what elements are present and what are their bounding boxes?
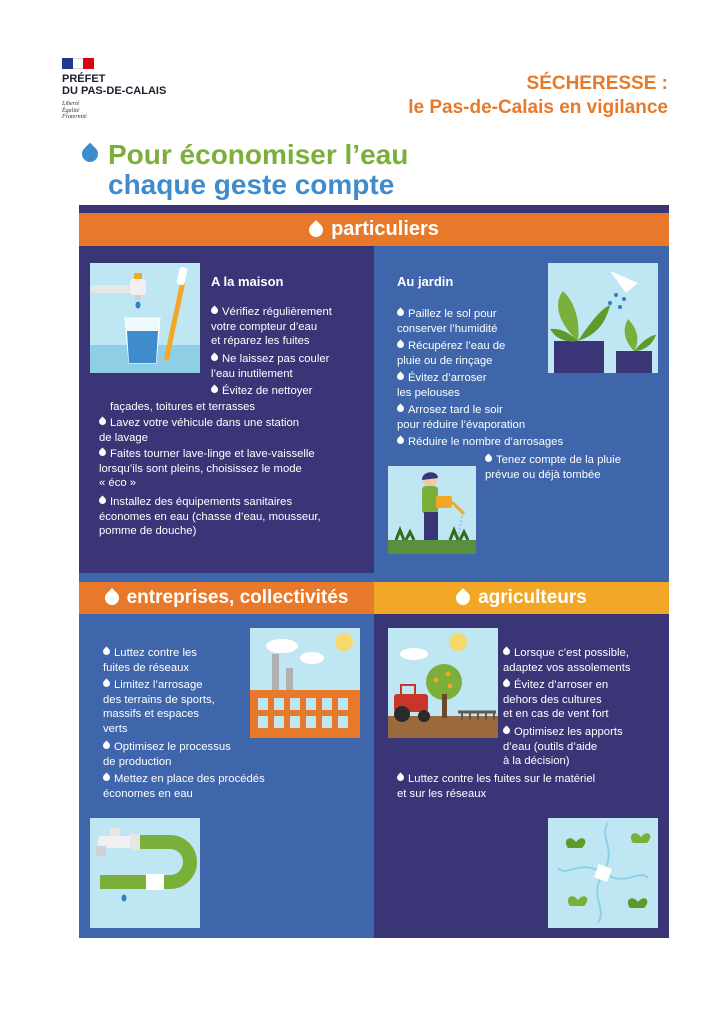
entreprises-item-text: Limitez l’arrosage des terrains de sports, massifs et espaces verts — [103, 679, 215, 735]
jardin-item — [397, 435, 637, 450]
maison-item-text: façades, toitures et terrasses — [110, 401, 256, 413]
agriculteurs-item — [397, 772, 662, 801]
prefet-line2: DU PAS-DE-CALAIS — [62, 85, 167, 97]
jardin-item-text: Réduire le nombre d’arrosages — [408, 436, 564, 448]
band-particuliers — [79, 213, 669, 246]
maison-item-text: Faites tourner lave-linge et lave-vaisselle lorsqu’ils sont pleins, choisissez le mode « éco » — [99, 448, 315, 489]
maison-item — [99, 447, 369, 491]
entreprises-item-text: Optimisez le processus de production — [103, 741, 231, 768]
jardin-item — [397, 307, 547, 336]
agriculteurs-item-text: Optimisez les apports d’eau (outils d’aide à la décision) — [503, 726, 623, 767]
entreprises-item-text: Mettez en place des procédés économes en eau — [103, 773, 265, 800]
drop-icon — [98, 496, 108, 506]
drop-icon — [102, 679, 112, 689]
entreprises-item — [103, 740, 263, 769]
entreprises-item — [103, 772, 343, 801]
agriculteurs-item — [503, 646, 668, 675]
drop-icon — [102, 647, 112, 657]
drop-icon — [396, 773, 406, 783]
drop-icon — [210, 385, 220, 395]
maison-title: A la maison — [211, 274, 284, 289]
jardin-item-text: Récupérez l’eau de pluie ou de rinçage — [397, 340, 506, 367]
gardener-watering-illustration — [388, 466, 476, 554]
maison-item — [211, 384, 371, 399]
maison-item-text: Lavez votre véhicule dans une station de lavage — [99, 417, 300, 444]
agriculteurs-item-text: Lorsque c’est possible, adaptez vos assolements — [503, 647, 631, 674]
drop-icon — [396, 340, 406, 350]
maison-item-text: Vérifiez régulièrement votre compteur d’eau et réparez les fuites — [211, 306, 332, 347]
drop-icon — [453, 588, 473, 608]
motto-egalite: Égalité — [62, 107, 80, 114]
drop-icon — [502, 726, 512, 736]
jardin-item — [397, 403, 587, 432]
drop-icon — [102, 741, 112, 751]
maison-item-text: Évitez de nettoyer — [222, 385, 313, 397]
maison-item — [211, 352, 371, 381]
republic-motto — [62, 101, 87, 121]
jardin-item — [397, 339, 547, 368]
jardin-item-text: Tenez compte de la pluie prévue ou déjà tombée — [485, 454, 621, 481]
entreprises-item — [103, 646, 248, 675]
drop-icon — [102, 773, 112, 783]
factory-illustration — [250, 628, 360, 738]
maison-item — [99, 495, 369, 539]
motto-fraternite: Fraternité — [62, 114, 87, 120]
maison-item-text: Installez des équipements sanitaires économes en eau (chasse d’eau, mousseur, pomme de douche) — [99, 496, 321, 537]
drop-icon — [306, 220, 326, 240]
drop-icon — [98, 448, 108, 458]
drop-icon — [210, 306, 220, 316]
drop-icon — [484, 454, 494, 464]
prefet-block — [62, 73, 166, 97]
band-agriculteurs — [374, 582, 669, 614]
drop-icon — [502, 647, 512, 657]
jardin-item — [485, 453, 665, 482]
drop-icon — [98, 417, 108, 427]
agriculteurs-item-text: Luttez contre les fuites sur le matériel et sur les réseaux — [397, 773, 596, 800]
drop-icon — [396, 308, 406, 318]
drop-icon — [396, 404, 406, 414]
prefet-line1: PRÉFET — [62, 73, 106, 85]
title-vigilance: le Pas-de-Calais en vigilance — [408, 97, 668, 118]
water-drop-icon — [79, 143, 102, 166]
sprinkler-plants-illustration — [548, 818, 658, 928]
tap-glass-illustration — [90, 263, 200, 373]
jardin-item — [397, 371, 547, 400]
band-particuliers-label: particuliers — [331, 218, 439, 240]
motto-liberte: Liberté — [62, 101, 80, 107]
jardin-item-text: Arrosez tard le soir pour réduire l’évaporation — [397, 404, 526, 431]
headline-line1: Pour économiser l’eau — [108, 139, 409, 170]
drop-icon — [396, 372, 406, 382]
agriculteurs-item-text: Évitez d’arroser en dehors des cultures et en cas de vent fort — [503, 679, 609, 720]
drop-icon — [396, 436, 406, 446]
agriculteurs-item — [503, 725, 668, 769]
jardin-item-text: Évitez d’arroser les pelouses — [397, 372, 487, 399]
maison-item-text: Ne laissez pas couler l’eau inutilement — [211, 353, 330, 380]
top-strip — [79, 205, 669, 213]
plants-rain-illustration — [548, 263, 658, 373]
drop-icon — [102, 588, 122, 608]
jardin-title: Au jardin — [397, 274, 454, 289]
drop-icon — [502, 679, 512, 689]
band-agriculteurs-label: agriculteurs — [478, 587, 587, 608]
title-secheresse: SÉCHERESSE : — [526, 73, 668, 94]
marianne-logo-icon — [62, 58, 94, 69]
band-entreprises-label: entreprises, collectivités — [126, 587, 349, 608]
separator-strip — [79, 573, 669, 582]
headline-line2: chaque geste compte — [108, 169, 395, 200]
jardin-item-text: Paillez le sol pour conserver l’humidité — [397, 308, 498, 335]
maison-item-continued — [110, 400, 370, 415]
tractor-field-illustration — [388, 628, 498, 738]
maison-item — [211, 305, 371, 349]
drop-icon — [210, 353, 220, 363]
pipe-tap-illustration — [90, 818, 200, 928]
maison-item — [99, 416, 369, 445]
band-entreprises — [79, 582, 374, 614]
entreprises-item-text: Luttez contre les fuites de réseaux — [103, 647, 197, 674]
entreprises-item — [103, 678, 248, 736]
agriculteurs-item — [503, 678, 668, 722]
